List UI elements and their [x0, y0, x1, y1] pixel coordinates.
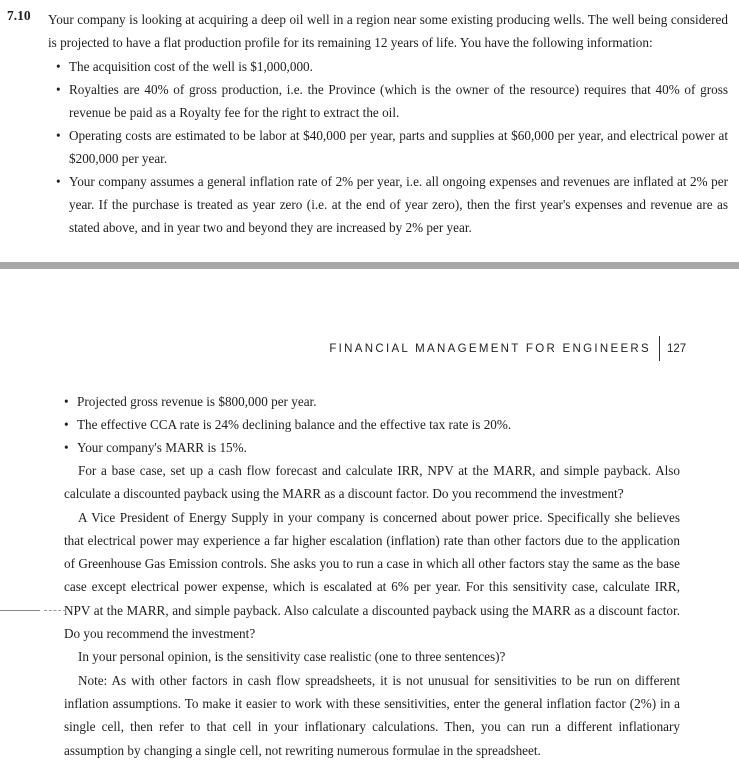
header-separator: [659, 336, 660, 361]
bullet-royalties: • Royalties are 40% of gross production, i.e. the Province (which is the owner of the resource) requires that 40% of gross revenue be paid as a Royalty fee for the right to extract the oil.: [56, 78, 728, 124]
page-number: 127: [667, 343, 687, 355]
problem-intro: Your company is looking at acquiring a deep oil well in a region near some existing producing wells. The well being considered is projected to have a flat production profile for its remaining 12 years of life. You have the following information:: [48, 12, 728, 50]
margin-rule: [0, 610, 40, 611]
paragraph-opinion: In your personal opinion, is the sensitivity case realistic (one to three sentences)?: [78, 649, 506, 665]
running-header: FINANCIAL MANAGEMENT FOR ENGINEERS: [329, 343, 651, 355]
bullet-cca-tax: • The effective CCA rate is 24% declining balance and the effective tax rate is 20%.: [64, 413, 680, 436]
bullet-operating-costs: • Operating costs are estimated to be labor at $40,000 per year, parts and supplies at $60,000 per year, and electrical power at $200,000 per year.: [56, 124, 728, 170]
bullet-inflation: • Your company assumes a general inflation rate of 2% per year, i.e. all ongoing expenses and revenues are inflated at 2% per year. If the purchase is treated as year zero (i.e. at the end of year zero), then the first year's expenses and revenue are as stated above, and in year two and beyond they are increased by 2% per year.: [56, 170, 728, 239]
continuation-body: [64, 459, 680, 762]
problem-number: 7.10: [7, 8, 31, 23]
margin-dash: [44, 610, 66, 611]
page-divider: [0, 262, 739, 269]
bullet-marr: • Your company's MARR is 15%.: [64, 436, 680, 459]
paragraph-sensitivity: A Vice President of Energy Supply in your company is concerned about power price. Specifically she believes that electrical power may experience a far higher escalation (inflation) rate than other factors due to the application of Greenhouse Gas Emission controls. She asks you to run a case in which all other factors stay the same as the base case except electrical power expense, which is escalated at 6% per year. For this sensitivity case, calculate IRR, NPV at the MARR, and simple payback. Also calculate a discounted payback using the MARR as a discount factor. Do you recommend the investment?: [64, 509, 680, 642]
bullet-acquisition-cost: • The acquisition cost of the well is $1,000,000.: [56, 55, 728, 78]
problem-bullet-list: [56, 55, 728, 239]
page-top: [0, 0, 739, 262]
paragraph-note: Note: As with other factors in cash flow spreadsheets, it is not unusual for sensitivities to be run on different inflation assumptions. To make it easier to work with these sensitivities, enter the general inflation factor (2%) in a single cell, then refer to that cell in your inflationary calculations. Then, you can run a different inflationary assumption by changing a single cell, not rewriting numerous formulae in the spreadsheet.: [64, 672, 680, 758]
paragraph-base-case: For a base case, set up a cash flow forecast and calculate IRR, NPV at the MARR, and simple payback. Also calculate a discounted payback using the MARR as a discount factor. Do you recommend the investment?: [64, 463, 680, 502]
bullet-gross-revenue: • Projected gross revenue is $800,000 per year.: [64, 390, 680, 413]
continuation-bullet-list: [64, 390, 680, 459]
